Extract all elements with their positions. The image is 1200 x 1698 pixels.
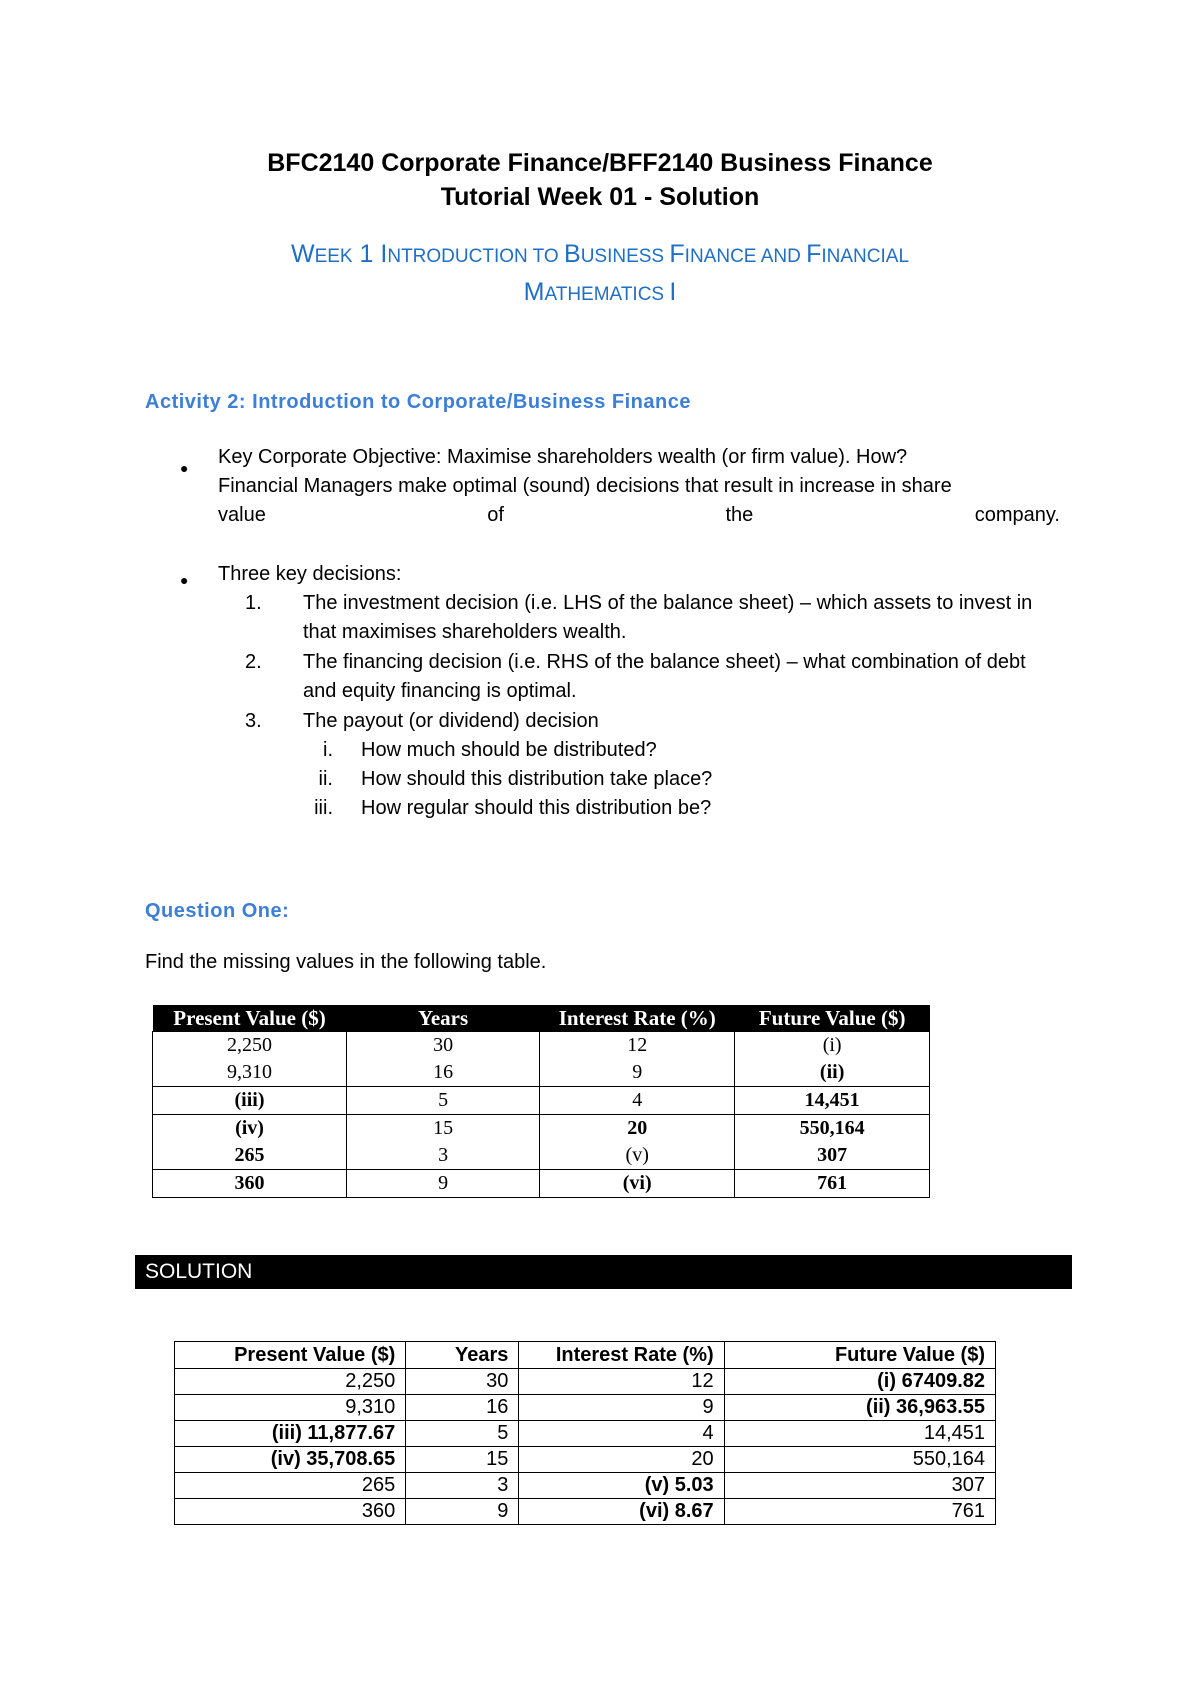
table-cell: 14,451 (735, 1087, 930, 1115)
table-cell: 12 9 (540, 1032, 735, 1087)
decision-item: The payout (or dividend) decision (303, 710, 599, 732)
table-row (153, 1032, 930, 1087)
list-number: 2. (245, 651, 262, 673)
table-cell: (iv) 35,708.65 (175, 1447, 406, 1473)
table-cell: 4 (540, 1087, 735, 1115)
table-row (153, 1087, 930, 1115)
table-cell: 30 16 (347, 1032, 540, 1087)
column-header: Future Value ($) (724, 1342, 995, 1369)
table-cell: 550,164 (724, 1447, 995, 1473)
table-cell: 5 (406, 1421, 519, 1447)
table-cell: 15 3 (347, 1115, 540, 1170)
table-cell: 307 (724, 1473, 995, 1499)
table-cell: 550,164 307 (735, 1115, 930, 1170)
table-cell: 9 (519, 1395, 724, 1421)
table-row (153, 1170, 930, 1198)
week-heading-line1: WEEK 1 INTRODUCTION TO BUSINESS FINANCE AND FINANCIAL (290, 240, 910, 268)
tutorial-title: Tutorial Week 01 - Solution (440, 183, 760, 211)
table-cell: 761 (724, 1499, 995, 1525)
table-cell: (iii) 11,877.67 (175, 1421, 406, 1447)
column-header: Future Value ($) (735, 1005, 930, 1032)
table-cell: (v) 5.03 (519, 1473, 724, 1499)
solution-banner: SOLUTION (135, 1255, 1072, 1289)
week-heading-line2: MATHEMATICS I (523, 278, 677, 306)
table-cell: 3 (406, 1473, 519, 1499)
table-cell: 9,310 (175, 1395, 406, 1421)
payout-question: How regular should this distribution be? (361, 797, 712, 819)
objective-paragraph (218, 443, 1060, 530)
column-header: Interest Rate (%) (519, 1342, 724, 1369)
solution-table (174, 1341, 996, 1525)
decisions-intro: Three key decisions: (218, 563, 402, 585)
table-cell: 360 (153, 1170, 347, 1198)
payout-question: How should this distribution take place? (361, 768, 713, 790)
table-cell: 5 (347, 1087, 540, 1115)
question-table (152, 1005, 930, 1198)
table-cell: 14,451 (724, 1421, 995, 1447)
bullet-icon: ● (180, 460, 189, 476)
bullet-icon: ● (180, 572, 189, 588)
column-header: Interest Rate (%) (540, 1005, 735, 1032)
table-row (175, 1421, 996, 1447)
course-title: BFC2140 Corporate Finance/BFF2140 Business Finance (267, 149, 933, 177)
decision-item: The financing decision (i.e. RHS of the balance sheet) – what combination of debt and equity financing is optimal. (303, 651, 1026, 702)
table-row (175, 1499, 996, 1525)
table-cell: 360 (175, 1499, 406, 1525)
column-header: Present Value ($) (175, 1342, 406, 1369)
list-number: 3. (245, 710, 262, 732)
question-one-heading: Question One: (145, 900, 290, 922)
table-cell: 30 (406, 1369, 519, 1395)
table-row (175, 1395, 996, 1421)
table-row (175, 1447, 996, 1473)
table-cell: 9 (406, 1499, 519, 1525)
table-cell: 2,250 (175, 1369, 406, 1395)
table-header-row (153, 1005, 930, 1032)
table-cell: 20 (519, 1447, 724, 1473)
objective-line: Key Corporate Objective: Maximise shareholders wealth (or firm value). How? (218, 446, 908, 468)
list-numeral: i. (323, 739, 333, 761)
table-cell: (iv) 265 (153, 1115, 347, 1170)
table-cell: 2,250 9,310 (153, 1032, 347, 1087)
table-cell: (vi) (540, 1170, 735, 1198)
table-row (153, 1115, 930, 1170)
table-row (175, 1473, 996, 1499)
list-number: 1. (245, 592, 262, 614)
table-row (175, 1369, 996, 1395)
objective-line: Financial Managers make optimal (sound) decisions that result in increase in share (218, 475, 952, 497)
column-header: Years (347, 1005, 540, 1032)
table-cell: 15 (406, 1447, 519, 1473)
table-cell: 4 (519, 1421, 724, 1447)
question-instruction: Find the missing values in the following table. (145, 951, 547, 973)
table-cell: 9 (347, 1170, 540, 1198)
table-cell: 265 (175, 1473, 406, 1499)
column-header: Years (406, 1342, 519, 1369)
list-numeral: iii. (314, 797, 333, 819)
activity-heading: Activity 2: Introduction to Corporate/Business Finance (145, 391, 691, 413)
column-header: Present Value ($) (153, 1005, 347, 1032)
list-numeral: ii. (318, 768, 333, 790)
table-cell: (vi) 8.67 (519, 1499, 724, 1525)
table-header-row (175, 1342, 996, 1369)
table-cell: 12 (519, 1369, 724, 1395)
table-cell: 16 (406, 1395, 519, 1421)
table-cell: (ii) 36,963.55 (724, 1395, 995, 1421)
objective-last-line: value of the company. (218, 504, 1060, 526)
table-cell: 20 (v) (540, 1115, 735, 1170)
table-cell: (iii) (153, 1087, 347, 1115)
decision-item: The investment decision (i.e. LHS of the balance sheet) – which assets to invest in that maximises shareholders wealth. (303, 592, 1033, 643)
table-cell: (i) (ii) (735, 1032, 930, 1087)
payout-question: How much should be distributed? (361, 739, 657, 761)
table-cell: (i) 67409.82 (724, 1369, 995, 1395)
table-cell: 761 (735, 1170, 930, 1198)
